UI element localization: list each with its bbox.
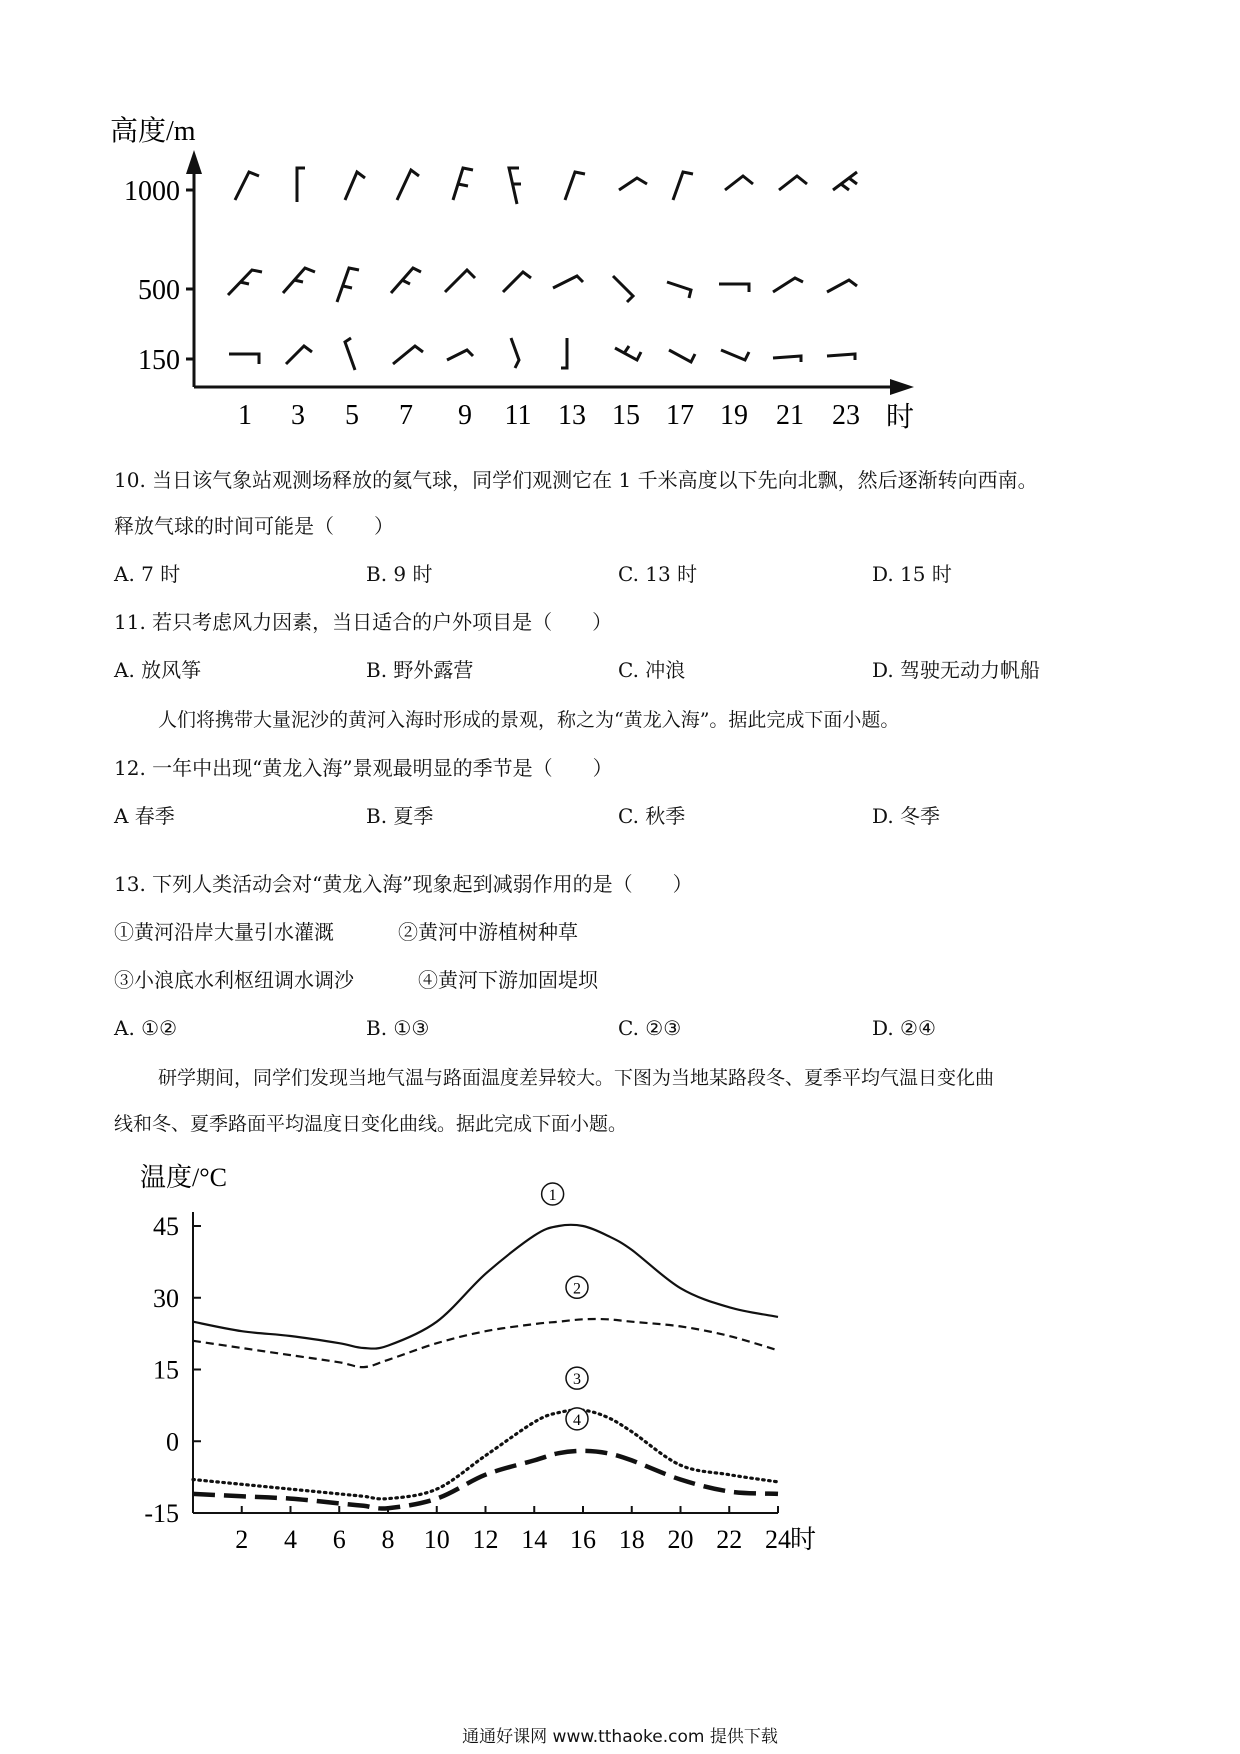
barb-1000-21 [779, 176, 807, 190]
barb-150-09 [447, 350, 473, 360]
barb-1000-23 [833, 172, 857, 190]
q11-option-b: B. 野外露营 [366, 658, 474, 682]
barb-500-19 [719, 284, 749, 292]
barb-500-15 [613, 276, 633, 302]
barb-150-23 [827, 354, 855, 360]
y-tick-label: -15 [144, 1499, 179, 1528]
q13-item-4: ④黄河下游加固堤坝 [418, 968, 598, 992]
x-tick-label: 14 [521, 1525, 548, 1554]
q11-option-d: D. 驾驶无动力帆船 [872, 658, 1041, 682]
barb-150-15 [615, 346, 641, 360]
y-tick-label: 45 [153, 1212, 179, 1241]
q12-option-b: B. 夏季 [366, 804, 434, 828]
series-line-2 [193, 1319, 778, 1367]
series-label: 3 [573, 1371, 581, 1389]
x-tick-9: 9 [458, 400, 472, 431]
q13-option-b: B. ①③ [366, 1016, 430, 1040]
y-level-500: 500 [138, 275, 180, 306]
wind-chart-xlabel: 时 [886, 402, 915, 433]
y-tick-label: 30 [153, 1283, 179, 1313]
wind-chart-y-arrow [186, 150, 202, 174]
barb-500-23 [827, 280, 857, 292]
q10-option-c: C. 13 时 [618, 562, 698, 586]
x-tick-1: 1 [238, 400, 252, 431]
barb-500-21 [773, 278, 803, 292]
x-tick-7: 7 [399, 400, 413, 431]
x-tick-21: 21 [776, 400, 804, 431]
temp-chart-xlabel: 时 [790, 1525, 817, 1554]
barb-500-11 [503, 272, 531, 292]
q10-option-d: D. 15 时 [872, 562, 952, 586]
barb-1000-01 [235, 172, 259, 200]
barb-500-09 [445, 270, 475, 292]
wind-barbs-500m [228, 268, 857, 302]
q13-item-1: ①黄河沿岸大量引水灌溉 [114, 920, 334, 944]
x-tick-15: 15 [612, 400, 640, 431]
q10-line2: 释放气球的时间可能是（ ） [114, 514, 394, 538]
q11-option-c: C. 冲浪 [618, 658, 686, 682]
wind-chart-ylabel: 高度/m [110, 116, 196, 147]
q10-option-a: A. 7 时 [114, 562, 181, 586]
series-label: 4 [573, 1411, 581, 1429]
barb-500-13 [553, 276, 583, 288]
barb-1000-03 [297, 168, 305, 202]
wind-barbs-150m [229, 338, 855, 370]
q11-option-a: A. 放风筝 [114, 658, 202, 682]
x-tick-13: 13 [558, 400, 586, 431]
x-tick-label: 6 [332, 1525, 346, 1554]
x-tick-label: 8 [381, 1525, 395, 1554]
x-tick-label: 24 [765, 1525, 791, 1554]
barb-150-11 [511, 338, 519, 368]
wind-chart-x-arrow [890, 379, 914, 395]
barb-150-13 [561, 338, 567, 368]
barb-1000-19 [725, 176, 753, 190]
q12-option-a: A 春季 [114, 804, 175, 828]
wind-chart-x-ticks [238, 400, 860, 431]
x-tick-3: 3 [291, 400, 305, 431]
temp-chart-series-labels [542, 1183, 588, 1430]
q13-option-a: A. ①② [114, 1016, 178, 1040]
y-level-1000: 1000 [124, 176, 180, 207]
series-line-1 [193, 1225, 778, 1349]
series-line-4 [193, 1451, 778, 1509]
q12-stem: 12. 一年中出现“黄龙入海”景观最明显的季节是（ ） [114, 756, 613, 780]
wind-chart-y-levels [124, 176, 194, 376]
x-tick-label: 4 [284, 1525, 297, 1554]
barb-150-05 [345, 338, 355, 370]
x-tick-label: 18 [618, 1525, 645, 1554]
q11-stem: 11. 若只考虑风力因素，当日适合的户外项目是（ ） [114, 610, 613, 634]
x-tick-5: 5 [345, 400, 359, 431]
temperature-line-chart [0, 1150, 1240, 1570]
wind-barbs-1000m [235, 168, 857, 204]
intro-huanglong: 人们将携带大量泥沙的黄河入海时形成的景观，称之为“黄龙入海”。据此完成下面小题。 [158, 709, 900, 731]
barb-150-07 [393, 346, 423, 364]
q12-option-d: D. 冬季 [872, 804, 941, 828]
x-tick-label: 20 [667, 1525, 694, 1554]
q13-item-3: ③小浪底水利枢纽调水调沙 [114, 968, 354, 992]
barb-1000-15 [619, 178, 647, 190]
barb-1000-07 [397, 170, 419, 200]
barb-500-05 [337, 268, 359, 302]
x-tick-label: 22 [716, 1525, 743, 1554]
barb-150-01 [229, 354, 259, 364]
barb-150-03 [286, 346, 312, 364]
barb-1000-17 [673, 172, 693, 200]
x-tick-label: 2 [235, 1525, 249, 1554]
x-tick-17: 17 [666, 400, 694, 431]
intro-temp-line1: 研学期间，同学们发现当地气温与路面温度差异较大。下图为当地某路段冬、夏季平均气温日变化曲 [158, 1067, 995, 1089]
series-line-3 [193, 1410, 778, 1499]
q10-option-b: B. 9 时 [366, 562, 433, 586]
barb-1000-13 [565, 172, 585, 200]
q13-stem: 13. 下列人类活动会对“黄龙入海”现象起到减弱作用的是（ ） [114, 872, 693, 896]
y-tick-label: 15 [153, 1355, 179, 1385]
x-tick-11: 11 [504, 400, 532, 431]
temp-chart-ylabel: 温度/°C [140, 1163, 227, 1192]
barb-1000-09 [453, 168, 473, 200]
temp-chart-series [193, 1225, 778, 1509]
x-tick-19: 19 [720, 400, 748, 431]
barb-1000-05 [345, 172, 365, 200]
barb-500-17 [667, 282, 691, 298]
barb-150-21 [773, 356, 801, 362]
y-level-150: 150 [138, 345, 180, 376]
q13-item-2: ②黄河中游植树种草 [398, 920, 578, 944]
series-label: 1 [548, 1187, 557, 1204]
x-tick-label: 12 [472, 1525, 499, 1554]
barb-150-17 [669, 350, 695, 362]
page-footer: 通通好课网 www.tthaoke.com 提供下载 [462, 1727, 778, 1747]
q12-option-c: C. 秋季 [618, 804, 686, 828]
barb-1000-11 [509, 168, 521, 204]
wind-barb-chart [0, 0, 1240, 440]
barb-500-07 [391, 268, 421, 293]
q13-option-c: C. ②③ [618, 1016, 682, 1040]
intro-temp-line2: 线和冬、夏季路面平均温度日变化曲线。据此完成下面小题。 [114, 1113, 628, 1135]
barb-500-01 [228, 270, 262, 295]
barb-150-19 [721, 350, 749, 360]
x-tick-label: 16 [570, 1525, 596, 1554]
q10-line1: 10. 当日该气象站观测场释放的氦气球，同学们观测它在 1 千米高度以下先向北飘，然后逐渐转向西南。 [114, 468, 1038, 492]
barb-500-03 [283, 268, 315, 293]
x-tick-23: 23 [832, 400, 860, 431]
q13-option-d: D. ②④ [872, 1016, 936, 1040]
series-label: 2 [573, 1280, 581, 1298]
y-tick-label: 0 [166, 1427, 179, 1457]
x-tick-label: 10 [423, 1525, 450, 1554]
